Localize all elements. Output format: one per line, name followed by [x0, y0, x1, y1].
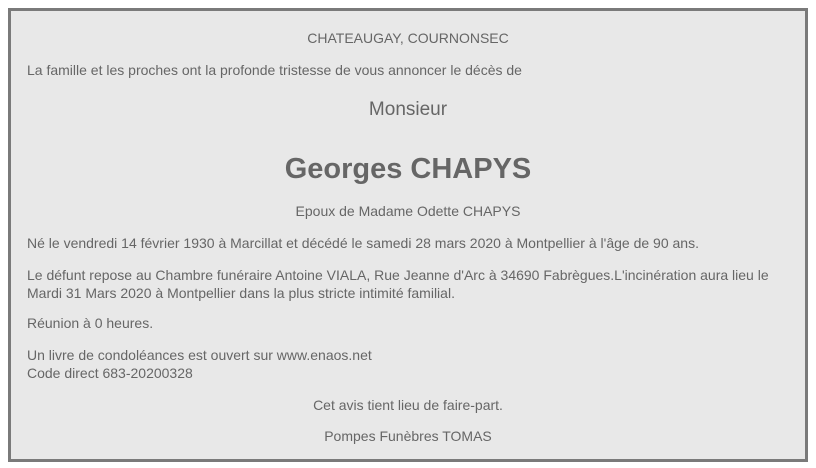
deceased-name: Georges CHAPYS: [284, 153, 532, 185]
obituary-notice-panel: [8, 8, 808, 462]
rest-info-text: Le défunt repose au Chambre funéraire Antoine VIALA, Rue Jeanne d'Arc à 34690 Fabrègues.L'incinération aura lieu le Mardi 31 Mars 2020 à Montpellier dans la plus stricte intimité familial.: [27, 267, 769, 301]
spouse-text: Epoux de Madame Odette CHAPYS: [295, 203, 521, 219]
intro-text: La famille et les proches ont la profonde tristesse de vous annoncer le décès de: [27, 62, 522, 78]
civility-title: Monsieur: [368, 99, 448, 120]
notice-note-text: Cet avis tient lieu de faire-part.: [313, 397, 503, 413]
location-text: CHATEAUGAY, COURNONSEC: [307, 30, 509, 46]
birth-death-text: Né le vendredi 14 février 1930 à Marcillat et décédé le samedi 28 mars 2020 à Montpellier à l'âge de 90 ans.: [27, 235, 699, 251]
funeral-home-text: Pompes Funèbres TOMAS: [324, 428, 492, 444]
condolences-text: Un livre de condoléances est ouvert sur www.enaos.net: [27, 347, 372, 363]
direct-code-text: Code direct 683-20200328: [27, 365, 193, 381]
meeting-text: Réunion à 0 heures.: [27, 315, 154, 331]
